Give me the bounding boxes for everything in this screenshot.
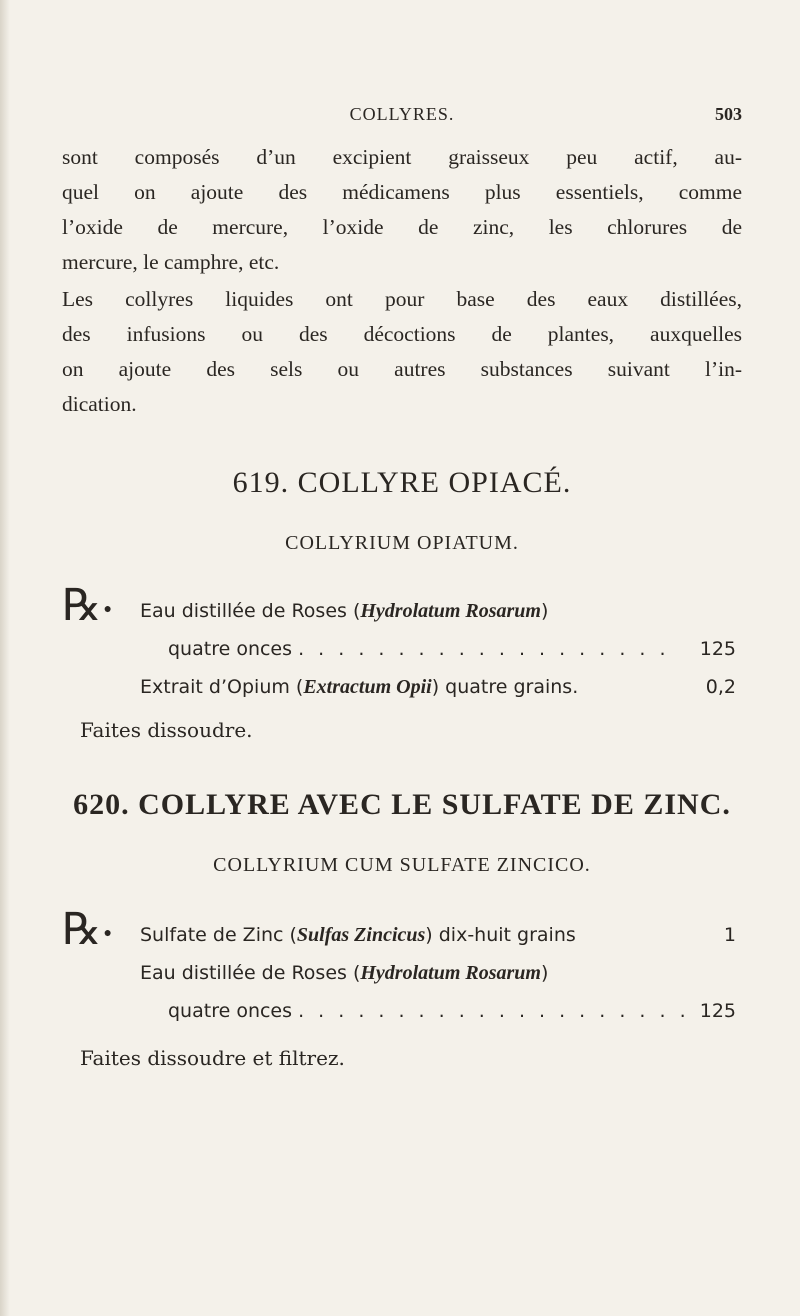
second-paragraph: [62, 282, 742, 422]
text-line: des infusions ou des décoctions de plantes, auxquelles: [62, 322, 742, 346]
text-line: Les collyres liquides ont pour base des eaux distillées,: [62, 287, 742, 311]
recipe-620-instruction: Faites dissoudre et filtrez.: [80, 1046, 345, 1070]
dot-leader: . . . . . . . . . . . . . . . . . . .: [298, 638, 670, 660]
ingredient-quantity: 1: [723, 924, 736, 946]
recipe-620-title: 620. COLLYRE AVEC LE SULFATE DE ZINC.: [73, 788, 731, 821]
page-gutter: [0, 0, 10, 1316]
dot-leader: . . . . . . . . . . . . . . . . . . . .: [298, 1000, 690, 1022]
ingredient-quantity: 125: [699, 1000, 736, 1022]
ingredient-line: quatre onces . . . . . . . . . . . . . . . . . . . .: [168, 1000, 690, 1022]
latin-name: Hydrolatum Rosarum: [360, 600, 541, 622]
ingredient-line: Eau distillée de Roses (Hydrolatum Rosarum): [140, 600, 549, 622]
ingredient-quantity: 0,2: [705, 676, 736, 698]
latin-name: Extractum Opii: [303, 676, 432, 698]
ingredient-line: Eau distillée de Roses (Hydrolatum Rosarum): [140, 962, 549, 984]
recipe-620-latin-title: COLLYRIUM CUM SULFATE ZINCICO.: [213, 854, 591, 876]
recipe-symbol-icon: ℞ ●: [62, 581, 112, 630]
latin-name: Hydrolatum Rosarum: [360, 962, 541, 984]
recipe-symbol-icon: ℞ ●: [62, 905, 112, 954]
running-head: [62, 104, 742, 132]
text-line: sont composés d’un excipient graisseux peu actif, au-: [62, 145, 742, 169]
ingredient-line: Extrait d’Opium (Extractum Opii) quatre grains.: [140, 676, 579, 698]
ingredient-quantity: 125: [699, 638, 736, 660]
recipe-619-title: 619. COLLYRE OPIACÉ.: [232, 466, 572, 499]
text-line: l’oxide de mercure, l’oxide de zinc, les chlorures de: [62, 215, 742, 239]
recipe-619-instruction: Faites dissoudre.: [80, 718, 253, 742]
text-line: mercure, le camphre, etc.: [62, 250, 280, 274]
latin-name: Sulfas Zincicus: [296, 924, 426, 946]
intro-paragraph: [62, 140, 742, 280]
ingredient-line: quatre onces . . . . . . . . . . . . . . . . . . .: [168, 638, 670, 660]
running-head-title: COLLYRES.: [349, 104, 455, 124]
text-line: dication.: [62, 392, 137, 416]
text-line: on ajoute des sels ou autres substances suivant l’in-: [62, 357, 742, 381]
ingredient-line: Sulfate de Zinc (Sulfas Zincicus) dix-huit grains: [140, 924, 576, 946]
recipe-619-latin-title: COLLYRIUM OPIATUM.: [285, 532, 519, 554]
page-number: 503: [715, 104, 742, 124]
text-line: quel on ajoute des médicamens plus essentiels, comme: [62, 180, 742, 204]
